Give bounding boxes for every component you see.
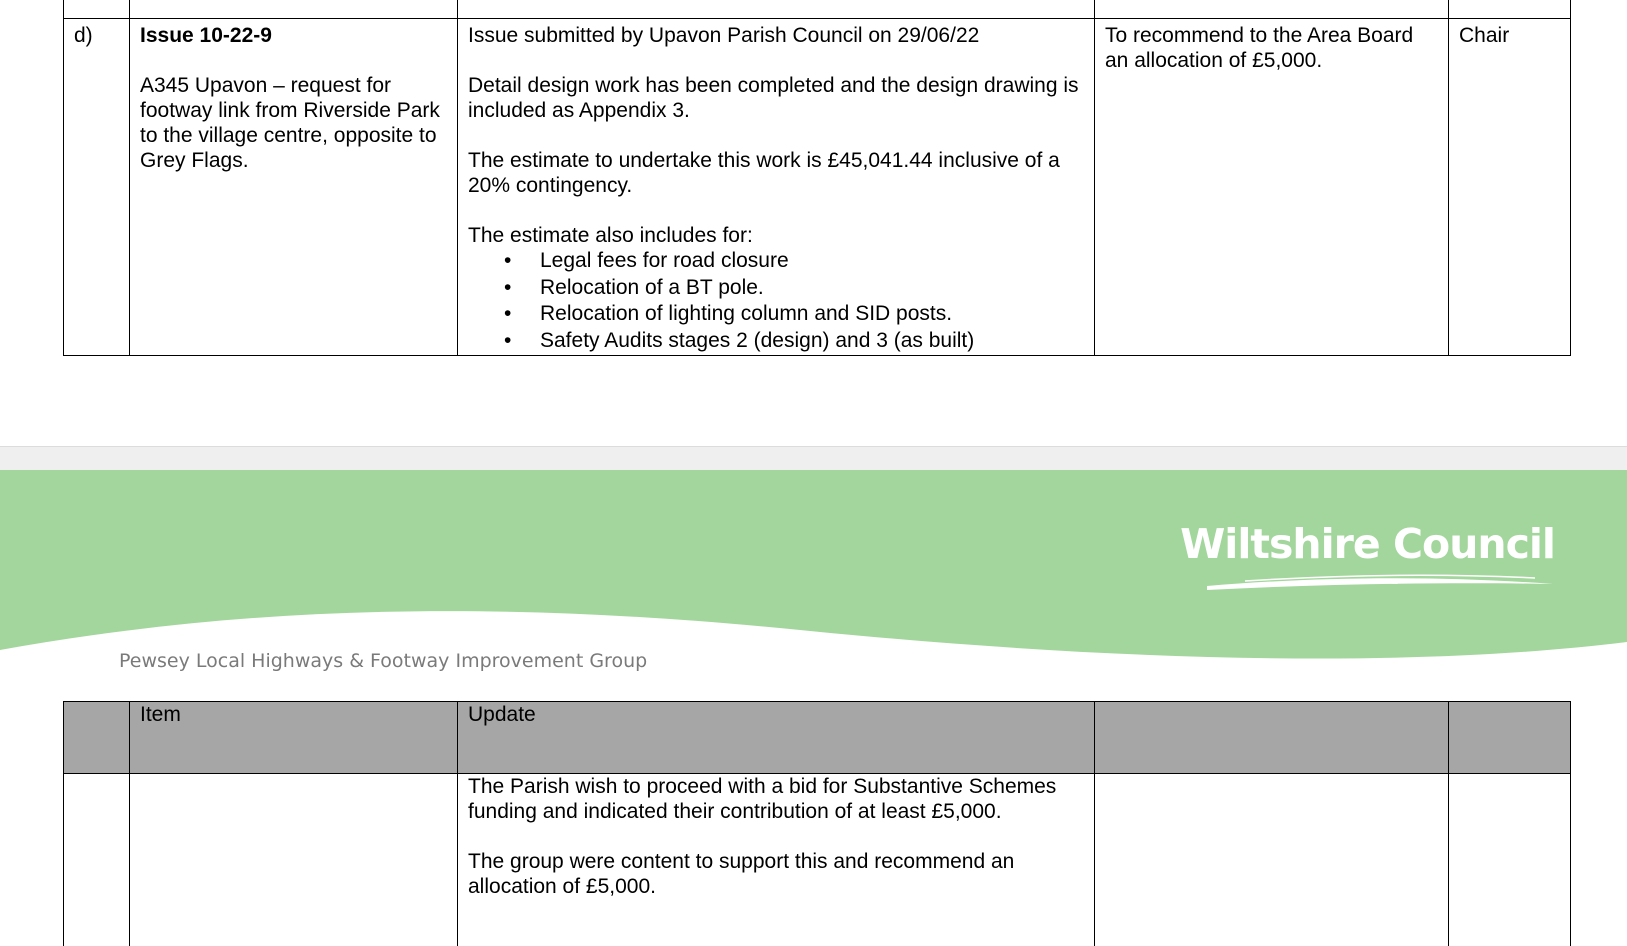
list-item: • Relocation of lighting column and SID posts. [504,301,1084,328]
update-cell [458,19,1095,356]
bullet-icon: • [504,275,512,299]
list-item: • Legal fees for road closure [504,248,1084,275]
table-header-row [64,702,1571,774]
issues-table-top [63,0,1571,356]
page-top [0,0,1627,446]
table-row-previous [64,0,1571,19]
recommendation-cell: To recommend to the Area Board an allocation of £5,000. [1095,19,1449,356]
owner-cell: Chair [1449,19,1571,356]
header-recommendation [1095,702,1449,774]
estimate-list [468,248,1084,354]
header-item: Item [130,702,458,774]
update-paragraph: The Parish wish to proceed with a bid for Substantive Schemes funding and indicated their contribution of at least £5,000. [468,775,1057,823]
header-update: Update [458,702,1095,774]
update-paragraph: Detail design work has been completed and the design drawing is included as Appendix 3. [468,74,1079,122]
list-item: • Relocation of a BT pole. [504,275,1084,302]
item-cell [130,19,458,356]
update-cell [458,774,1095,946]
list-item: • Safety Audits stages 2 (design) and 3 (as built) [504,328,1084,355]
table-row [64,19,1571,356]
update-paragraph: Issue submitted by Upavon Parish Council on 29/06/22 [468,24,980,47]
issues-table-bottom [63,701,1571,946]
logo-swoosh-icon [1205,572,1555,592]
header-ref [64,702,130,774]
page-break [0,446,1627,470]
header-owner [1449,702,1571,774]
ref-cell: d) [64,19,130,356]
issue-number: Issue 10-22-9 [140,24,272,47]
page-bottom [0,470,1627,946]
table-row [64,774,1571,946]
issue-description: A345 Upavon – request for footway link from Riverside Park to the village centre, opposite to Grey Flags. [140,74,440,172]
brand-logo: Wiltshire Council [1180,520,1555,568]
document-subtitle: Pewsey Local Highways & Footway Improvement Group [119,650,648,672]
update-paragraph: The estimate also includes for: [468,224,753,247]
update-paragraph: The group were content to support this and recommend an allocation of £5,000. [468,850,1015,898]
bullet-icon: • [504,328,512,352]
bullet-icon: • [504,302,512,325]
update-paragraph: The estimate to undertake this work is £45,041.44 inclusive of a 20% contingency. [468,149,1060,197]
bullet-icon: • [504,249,512,272]
